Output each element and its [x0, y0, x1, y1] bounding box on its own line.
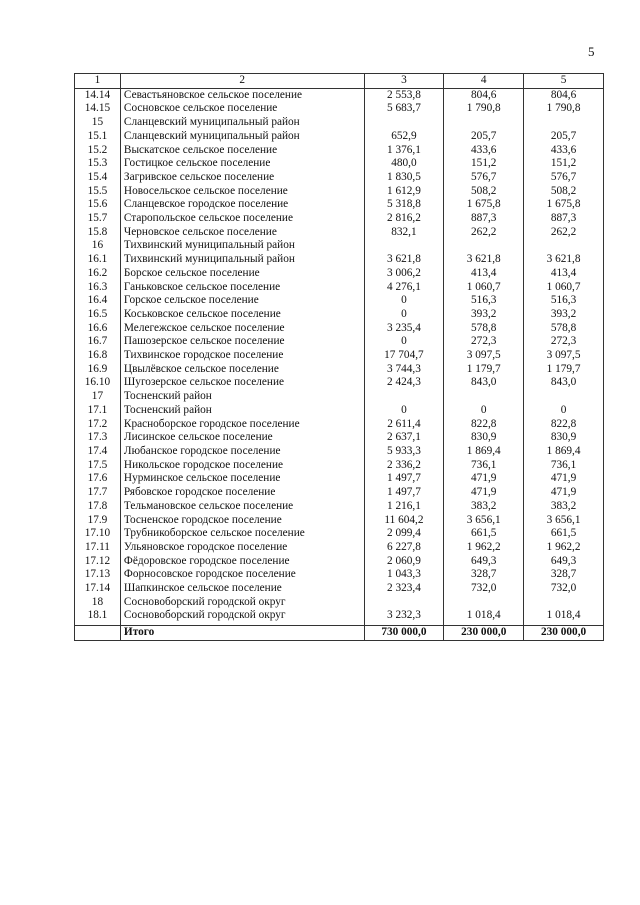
row-col-3: 0 [364, 335, 444, 349]
total-col-4: 230 000,0 [444, 626, 524, 641]
row-code: 17.6 [75, 472, 121, 486]
table-header-row [75, 74, 604, 89]
row-name: Никольское городское поселение [120, 459, 364, 473]
table-row [75, 267, 604, 281]
row-code: 17 [75, 390, 121, 404]
row-col-4: 578,8 [444, 322, 524, 336]
row-name: Тосненский район [120, 390, 364, 404]
row-col-5: 3 656,1 [524, 514, 604, 528]
table-row [75, 116, 604, 130]
row-col-4: 1 790,8 [444, 102, 524, 116]
row-col-4: 576,7 [444, 171, 524, 185]
row-name: Сланцевский муниципальный район [120, 130, 364, 144]
row-col-5: 3 097,5 [524, 349, 604, 363]
row-col-3: 832,1 [364, 226, 444, 240]
row-col-4 [444, 116, 524, 130]
row-col-4: 804,6 [444, 88, 524, 102]
row-col-5: 661,5 [524, 527, 604, 541]
row-name: Форносовское городское поселение [120, 568, 364, 582]
row-name: Пашозерское сельское поселение [120, 335, 364, 349]
table-row [75, 541, 604, 555]
row-col-4: 433,6 [444, 144, 524, 158]
row-code: 16.3 [75, 281, 121, 295]
row-code: 17.1 [75, 404, 121, 418]
row-col-3: 5 933,3 [364, 445, 444, 459]
row-col-5: 649,3 [524, 555, 604, 569]
table-row [75, 390, 604, 404]
row-name: Старопольское сельское поселение [120, 212, 364, 226]
row-name: Шугозерское сельское поселение [120, 376, 364, 390]
table-row [75, 404, 604, 418]
row-col-5: 508,2 [524, 185, 604, 199]
row-name: Нурминское сельское поселение [120, 472, 364, 486]
table-row [75, 212, 604, 226]
table-row [75, 459, 604, 473]
row-col-5: 1 179,7 [524, 363, 604, 377]
row-col-5: 576,7 [524, 171, 604, 185]
row-col-5: 262,2 [524, 226, 604, 240]
row-col-5: 732,0 [524, 582, 604, 596]
table-row [75, 445, 604, 459]
row-code: 18 [75, 596, 121, 610]
row-code: 16.6 [75, 322, 121, 336]
row-code: 17.5 [75, 459, 121, 473]
table-row [75, 609, 604, 625]
row-name: Тосненское городское поселение [120, 514, 364, 528]
row-col-4: 3 621,8 [444, 253, 524, 267]
row-name: Тихвинский муниципальный район [120, 253, 364, 267]
row-col-4: 205,7 [444, 130, 524, 144]
table-row [75, 363, 604, 377]
row-col-3 [364, 596, 444, 610]
row-name: Борское сельское поселение [120, 267, 364, 281]
row-col-4: 328,7 [444, 568, 524, 582]
row-code: 17.12 [75, 555, 121, 569]
table-row [75, 418, 604, 432]
row-col-3 [364, 390, 444, 404]
budget-table [74, 73, 604, 641]
row-code: 17.14 [75, 582, 121, 596]
row-col-4: 661,5 [444, 527, 524, 541]
row-col-3: 1 376,1 [364, 144, 444, 158]
row-col-5: 413,4 [524, 267, 604, 281]
row-col-4: 736,1 [444, 459, 524, 473]
row-col-3: 3 744,3 [364, 363, 444, 377]
row-code: 15.7 [75, 212, 121, 226]
table-row [75, 472, 604, 486]
row-col-3: 0 [364, 294, 444, 308]
row-col-4 [444, 239, 524, 253]
row-col-3: 17 704,7 [364, 349, 444, 363]
row-name: Сланцевское городское поселение [120, 198, 364, 212]
row-col-3: 5 318,8 [364, 198, 444, 212]
row-col-5: 822,8 [524, 418, 604, 432]
row-col-3: 4 276,1 [364, 281, 444, 295]
row-col-5: 393,2 [524, 308, 604, 322]
row-name: Тосненский район [120, 404, 364, 418]
row-col-5: 328,7 [524, 568, 604, 582]
row-col-3: 3 621,8 [364, 253, 444, 267]
row-col-3: 2 816,2 [364, 212, 444, 226]
row-name: Севастьяновское сельское поселение [120, 88, 364, 102]
row-code: 16.5 [75, 308, 121, 322]
row-col-3: 480,0 [364, 157, 444, 171]
row-name: Мелегежское сельское поселение [120, 322, 364, 336]
row-code: 15 [75, 116, 121, 130]
row-code: 16 [75, 239, 121, 253]
row-code: 16.9 [75, 363, 121, 377]
row-col-4: 3 656,1 [444, 514, 524, 528]
table-row [75, 294, 604, 308]
total-label: Итого [120, 626, 364, 641]
table-row [75, 171, 604, 185]
table-row [75, 582, 604, 596]
row-col-5 [524, 116, 604, 130]
total-row [75, 626, 604, 641]
row-code: 17.13 [75, 568, 121, 582]
table-row [75, 130, 604, 144]
row-code: 14.15 [75, 102, 121, 116]
row-col-3: 2 323,4 [364, 582, 444, 596]
row-col-4: 1 869,4 [444, 445, 524, 459]
row-col-5: 471,9 [524, 486, 604, 500]
row-col-4: 1 060,7 [444, 281, 524, 295]
row-code: 15.8 [75, 226, 121, 240]
row-col-5: 1 790,8 [524, 102, 604, 116]
row-name: Красноборское городское поселение [120, 418, 364, 432]
row-code: 17.2 [75, 418, 121, 432]
total-col-3: 730 000,0 [364, 626, 444, 641]
row-name: Тихвинское городское поселение [120, 349, 364, 363]
row-name: Сосновское сельское поселение [120, 102, 364, 116]
row-code: 14.14 [75, 88, 121, 102]
row-col-3: 3 232,3 [364, 609, 444, 625]
row-col-5: 1 060,7 [524, 281, 604, 295]
row-code: 17.8 [75, 500, 121, 514]
row-code: 17.4 [75, 445, 121, 459]
row-code: 16.7 [75, 335, 121, 349]
row-code: 15.6 [75, 198, 121, 212]
row-code: 15.3 [75, 157, 121, 171]
row-col-4: 516,3 [444, 294, 524, 308]
row-code: 17.11 [75, 541, 121, 555]
row-name: Гостицкое сельское поселение [120, 157, 364, 171]
row-col-4: 383,2 [444, 500, 524, 514]
row-col-5: 383,2 [524, 500, 604, 514]
row-code: 17.9 [75, 514, 121, 528]
row-col-5 [524, 596, 604, 610]
row-col-5: 516,3 [524, 294, 604, 308]
row-name: Тихвинский муниципальный район [120, 239, 364, 253]
row-col-3: 5 683,7 [364, 102, 444, 116]
row-code: 15.1 [75, 130, 121, 144]
row-col-5: 205,7 [524, 130, 604, 144]
row-code: 17.3 [75, 431, 121, 445]
row-col-3 [364, 116, 444, 130]
row-name: Черновское сельское поселение [120, 226, 364, 240]
row-code: 15.2 [75, 144, 121, 158]
row-col-4: 272,3 [444, 335, 524, 349]
table-row [75, 144, 604, 158]
row-name: Загривское сельское поселение [120, 171, 364, 185]
row-col-5: 471,9 [524, 472, 604, 486]
row-col-4: 843,0 [444, 376, 524, 390]
row-col-5: 1 869,4 [524, 445, 604, 459]
row-name: Выскатское сельское поселение [120, 144, 364, 158]
row-code: 16.4 [75, 294, 121, 308]
table-row [75, 349, 604, 363]
row-name: Трубникоборское сельское поселение [120, 527, 364, 541]
row-col-5: 272,3 [524, 335, 604, 349]
row-col-3: 1 497,7 [364, 472, 444, 486]
table-row [75, 308, 604, 322]
row-name: Цвылёвское сельское поселение [120, 363, 364, 377]
table-row [75, 253, 604, 267]
row-col-4: 471,9 [444, 472, 524, 486]
row-col-3: 1 497,7 [364, 486, 444, 500]
table-row [75, 596, 604, 610]
row-col-3 [364, 239, 444, 253]
row-col-3: 2 336,2 [364, 459, 444, 473]
row-col-5: 804,6 [524, 88, 604, 102]
row-code: 15.5 [75, 185, 121, 199]
row-col-3: 3 006,2 [364, 267, 444, 281]
row-col-3: 1 043,3 [364, 568, 444, 582]
row-name: Ганьковское сельское поселение [120, 281, 364, 295]
row-col-5: 736,1 [524, 459, 604, 473]
row-col-3: 1 612,9 [364, 185, 444, 199]
row-code: 16.1 [75, 253, 121, 267]
row-col-5 [524, 239, 604, 253]
table-row [75, 500, 604, 514]
table-row [75, 376, 604, 390]
row-name: Фёдоровское городское поселение [120, 555, 364, 569]
row-col-5: 1 962,2 [524, 541, 604, 555]
row-col-3: 2 637,1 [364, 431, 444, 445]
row-name: Сосновоборский городской округ [120, 609, 364, 625]
row-col-4: 1 675,8 [444, 198, 524, 212]
table-row [75, 335, 604, 349]
table-row [75, 239, 604, 253]
row-name: Тельмановское сельское поселение [120, 500, 364, 514]
row-col-4: 822,8 [444, 418, 524, 432]
table-row [75, 514, 604, 528]
row-code: 17.10 [75, 527, 121, 541]
row-col-5: 887,3 [524, 212, 604, 226]
row-col-3: 2 060,9 [364, 555, 444, 569]
row-col-4: 0 [444, 404, 524, 418]
row-col-4 [444, 390, 524, 404]
row-name: Любанское городское поселение [120, 445, 364, 459]
header-col-3: 3 [364, 74, 444, 89]
total-col-5: 230 000,0 [524, 626, 604, 641]
row-col-4 [444, 596, 524, 610]
header-col-4: 4 [444, 74, 524, 89]
row-code: 18.1 [75, 609, 121, 625]
table-row [75, 102, 604, 116]
row-col-3: 11 604,2 [364, 514, 444, 528]
table-row [75, 486, 604, 500]
row-name: Лисинское сельское поселение [120, 431, 364, 445]
row-name: Коськовское сельское поселение [120, 308, 364, 322]
page-number: 5 [588, 44, 595, 59]
table-row [75, 568, 604, 582]
row-col-3: 2 099,4 [364, 527, 444, 541]
header-col-1: 1 [75, 74, 121, 89]
row-col-3: 1 830,5 [364, 171, 444, 185]
row-col-4: 830,9 [444, 431, 524, 445]
row-col-4: 413,4 [444, 267, 524, 281]
row-name: Рябовское городское поселение [120, 486, 364, 500]
row-col-5: 578,8 [524, 322, 604, 336]
row-name: Сосновоборский городской округ [120, 596, 364, 610]
row-col-4: 732,0 [444, 582, 524, 596]
row-col-3: 2 424,3 [364, 376, 444, 390]
row-col-4: 649,3 [444, 555, 524, 569]
row-code: 16.8 [75, 349, 121, 363]
row-col-4: 262,2 [444, 226, 524, 240]
row-col-3: 0 [364, 308, 444, 322]
header-col-2: 2 [120, 74, 364, 89]
row-col-4: 393,2 [444, 308, 524, 322]
row-col-3: 652,9 [364, 130, 444, 144]
row-code: 16.10 [75, 376, 121, 390]
table-row [75, 281, 604, 295]
table-row [75, 555, 604, 569]
row-col-5: 0 [524, 404, 604, 418]
row-col-5 [524, 390, 604, 404]
table-row [75, 88, 604, 102]
row-col-3: 1 216,1 [364, 500, 444, 514]
row-col-5: 830,9 [524, 431, 604, 445]
row-code: 16.2 [75, 267, 121, 281]
table-row [75, 322, 604, 336]
row-name: Горское сельское поселение [120, 294, 364, 308]
row-col-4: 1 962,2 [444, 541, 524, 555]
row-name: Шапкинское сельское поселение [120, 582, 364, 596]
row-col-5: 843,0 [524, 376, 604, 390]
row-col-5: 433,6 [524, 144, 604, 158]
table-row [75, 527, 604, 541]
table-row [75, 431, 604, 445]
total-empty-cell [75, 626, 121, 641]
row-code: 15.4 [75, 171, 121, 185]
table-row [75, 198, 604, 212]
row-col-4: 471,9 [444, 486, 524, 500]
table-row [75, 185, 604, 199]
row-col-4: 1 018,4 [444, 609, 524, 625]
row-name: Сланцевский муниципальный район [120, 116, 364, 130]
row-col-5: 151,2 [524, 157, 604, 171]
row-col-5: 1 675,8 [524, 198, 604, 212]
row-col-3: 0 [364, 404, 444, 418]
row-col-3: 2 611,4 [364, 418, 444, 432]
table-body [75, 74, 604, 626]
row-col-5: 3 621,8 [524, 253, 604, 267]
row-name: Новосельское сельское поселение [120, 185, 364, 199]
row-col-4: 887,3 [444, 212, 524, 226]
row-code: 17.7 [75, 486, 121, 500]
row-col-4: 151,2 [444, 157, 524, 171]
table-row [75, 226, 604, 240]
row-col-5: 1 018,4 [524, 609, 604, 625]
row-col-4: 1 179,7 [444, 363, 524, 377]
row-col-3: 6 227,8 [364, 541, 444, 555]
row-col-4: 508,2 [444, 185, 524, 199]
header-col-5: 5 [524, 74, 604, 89]
row-col-3: 3 235,4 [364, 322, 444, 336]
table-row [75, 157, 604, 171]
row-name: Ульяновское городское поселение [120, 541, 364, 555]
row-col-3: 2 553,8 [364, 88, 444, 102]
row-col-4: 3 097,5 [444, 349, 524, 363]
